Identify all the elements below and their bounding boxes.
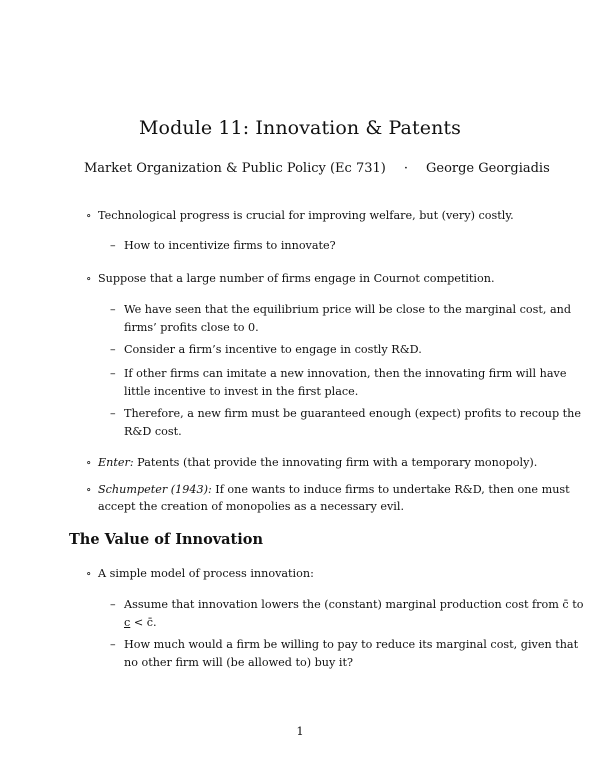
section-bullet-1: A simple model of process innovation: [98,567,314,580]
section-sub-1-line-2 [124,613,157,632]
inequality-text: < c̄. [130,616,157,629]
dash-icon: – [110,598,116,611]
intro-bullet-2: Suppose that a large number of firms engage in Cournot competition. [98,272,495,285]
bullet-icon: ∘ [86,209,92,222]
dash-icon: – [110,343,116,356]
schumpeter-label: Schumpeter (1943): [98,483,212,496]
bullet-icon: ∘ [86,567,92,580]
enter-text: Patents (that provide the innovating firm with a temporary monopoly). [137,456,538,469]
schumpeter-text: If one wants to induce firms to undertake R&D, then one must [215,483,570,496]
page-title: Module 11: Innovation & Patents [139,117,461,139]
page-number: 1 [296,724,304,738]
dash-icon: – [110,239,116,252]
subtitle-line [84,161,550,176]
bullet-icon: ∘ [86,483,92,496]
enter-label: Enter: [98,456,134,469]
bullet-icon: ∘ [86,272,92,285]
intro-sub-5-line-1: Therefore, a new firm must be guaranteed enough (expect) profits to recoup the [124,407,581,420]
author-name: George Georgiadis [425,161,550,176]
section-sub-2-line-2: no other firm will (be allowed to) buy it? [124,656,353,669]
separator-dot: · [403,161,408,176]
course-name: Market Organization & Public Policy (Ec 731) [84,161,386,176]
intro-bullet-1: Technological progress is crucial for improving welfare, but (very) costly. [98,209,514,222]
intro-sub-3: Consider a firm’s incentive to engage in costly R&D. [124,343,422,356]
intro-sub-5-line-2: R&D cost. [124,425,182,438]
intro-sub-2-line-2: firms’ profits close to 0. [124,321,259,334]
dash-icon: – [110,407,116,420]
section-sub-2-line-1: How much would a firm be willing to pay to reduce its marginal cost, given that [124,638,579,651]
section-heading: The Value of Innovation [69,531,263,548]
dash-icon: – [110,367,116,380]
intro-bullet-4-line-2: accept the creation of monopolies as a necessary evil. [98,500,405,513]
intro-sub-1: How to incentivize firms to innovate? [124,239,336,252]
dash-icon: – [110,303,116,316]
dash-icon: – [110,638,116,651]
bullet-icon: ∘ [86,456,92,469]
section-sub-1-line-1: Assume that innovation lowers the (constant) marginal production cost from c̄ to [124,598,584,611]
intro-sub-4-line-2: little incentive to invest in the first place. [124,385,359,398]
intro-sub-4-line-1: If other firms can imitate a new innovation, then the innovating firm will have [124,367,567,380]
intro-bullet-3 [98,453,537,472]
c-underbar: c [124,616,131,629]
intro-sub-2-line-1: We have seen that the equilibrium price will be close to the marginal cost, and [124,303,572,316]
